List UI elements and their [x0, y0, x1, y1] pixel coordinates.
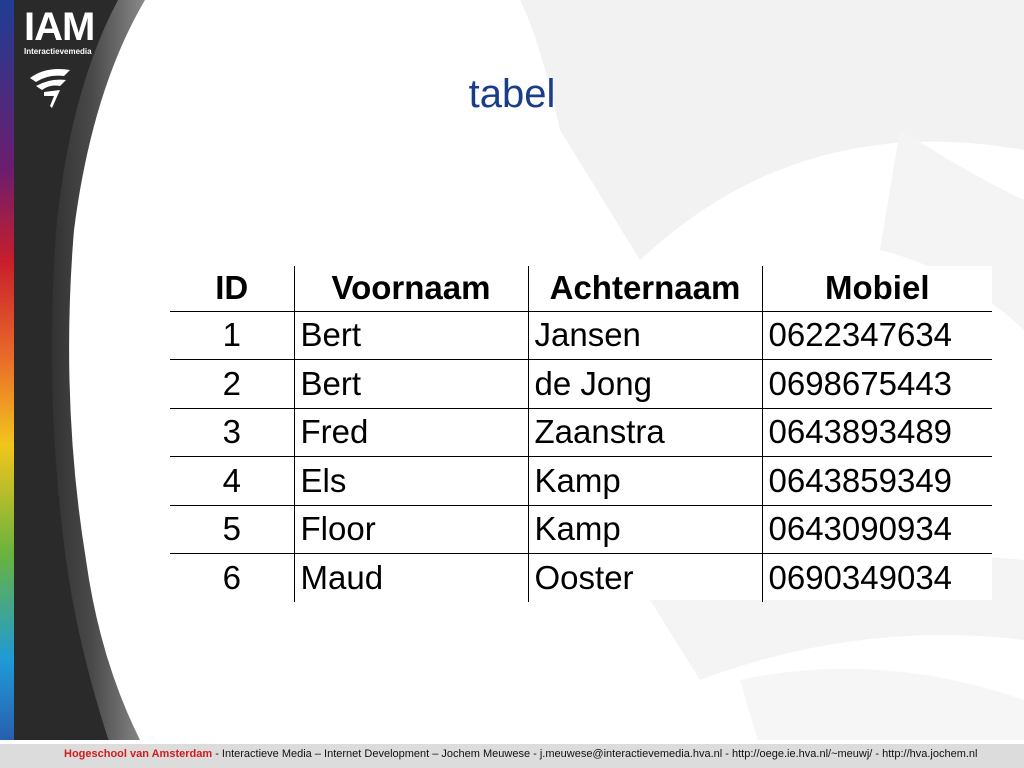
cell-mobiel: 0643859349 [762, 457, 992, 506]
cell-mobiel: 0698675443 [762, 360, 992, 409]
cell-voornaam: Bert [294, 360, 528, 409]
cell-voornaam: Maud [294, 554, 528, 603]
slide-footer [64, 748, 1024, 760]
cell-id: 5 [170, 505, 294, 554]
footer-credits: - Interactieve Media – Internet Development – Jochem Meuwese - j.meuwese@interactievemedia.hva.nl - http://oege.ie.hva.nl/~meuwj/ - http://hva.jochem.nl [212, 748, 978, 760]
table-row [170, 457, 992, 506]
header-achternaam: Achternaam [528, 266, 762, 311]
table-row [170, 505, 992, 554]
logo-subtitle: Interactievemedia [24, 47, 92, 56]
cell-achternaam: de Jong [528, 360, 762, 409]
cell-id: 3 [170, 408, 294, 457]
slide-title: tabel [468, 72, 556, 116]
cell-voornaam: Els [294, 457, 528, 506]
table-row [170, 554, 992, 603]
cell-voornaam: Floor [294, 505, 528, 554]
data-table-container [170, 266, 992, 600]
table-header-row [170, 266, 992, 311]
cell-id: 1 [170, 311, 294, 360]
contacts-table [170, 266, 992, 602]
cell-id: 2 [170, 360, 294, 409]
table-row [170, 360, 992, 409]
logo-text: IAM [24, 5, 95, 49]
cell-achternaam: Jansen [528, 311, 762, 360]
cell-achternaam: Kamp [528, 457, 762, 506]
cell-voornaam: Fred [294, 408, 528, 457]
footer-school: Hogeschool van Amsterdam [64, 748, 213, 760]
header-voornaam: Voornaam [294, 266, 528, 311]
header-mobiel: Mobiel [762, 266, 992, 311]
cell-achternaam: Kamp [528, 505, 762, 554]
table-row [170, 311, 992, 360]
table-row [170, 408, 992, 457]
cell-id: 4 [170, 457, 294, 506]
cell-achternaam: Ooster [528, 554, 762, 603]
cell-mobiel: 0622347634 [762, 311, 992, 360]
cell-id: 6 [170, 554, 294, 603]
cell-mobiel: 0643893489 [762, 408, 992, 457]
cell-mobiel: 0643090934 [762, 505, 992, 554]
cell-achternaam: Zaanstra [528, 408, 762, 457]
header-id: ID [170, 266, 294, 311]
cell-voornaam: Bert [294, 311, 528, 360]
iam-logo [24, 5, 104, 57]
cell-mobiel: 0690349034 [762, 554, 992, 603]
